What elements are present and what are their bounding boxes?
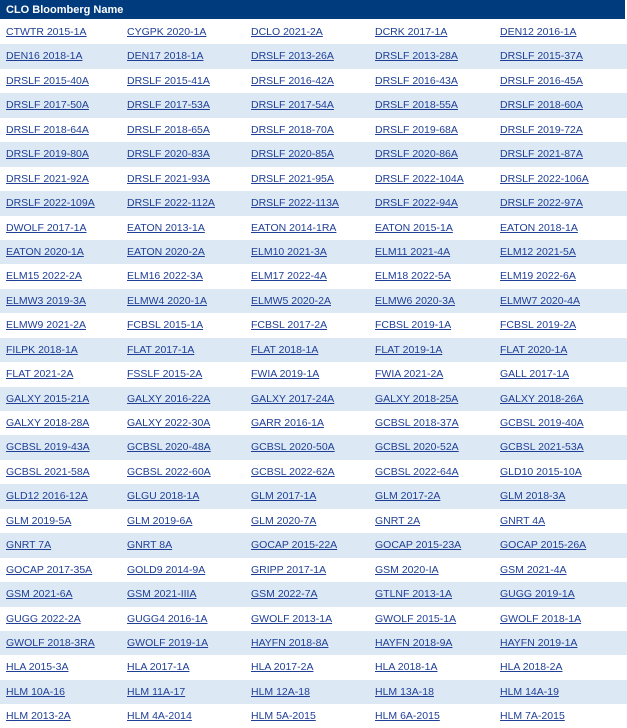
clo-name-link[interactable]: GRIPP 2017-1A	[251, 563, 327, 576]
clo-name-link[interactable]: HLA 2018-2A	[500, 661, 563, 674]
clo-name-link[interactable]: HLA 2017-1A	[127, 661, 190, 674]
clo-name-link[interactable]: ELMW4 2020-1A	[127, 294, 207, 307]
clo-name-link[interactable]: GCBSL 2021-53A	[500, 441, 584, 454]
clo-name-link[interactable]: FCBSL 2019-2A	[500, 319, 577, 332]
clo-name-link[interactable]: DRSLF 2022-106A	[500, 172, 589, 185]
clo-name-link[interactable]: DRSLF 2020-86A	[375, 148, 458, 161]
clo-name-link[interactable]: GALXY 2017-24A	[251, 392, 335, 405]
clo-name-link[interactable]: DRSLF 2022-113A	[251, 197, 339, 210]
table-row	[0, 20, 627, 44]
clo-name-link[interactable]: HLA 2015-3A	[6, 661, 69, 674]
clo-name-link[interactable]: HLM 6A-2015	[375, 710, 440, 723]
clo-name-link[interactable]: DRSLF 2015-40A	[6, 74, 89, 87]
clo-name-link[interactable]: EATON 2020-2A	[127, 245, 205, 258]
clo-name-link[interactable]: GOCAP 2017-35A	[6, 563, 93, 576]
clo-name-link[interactable]: GSM 2022-7A	[251, 588, 318, 601]
table-row	[0, 362, 627, 386]
clo-name-link[interactable]: FILPK 2018-1A	[6, 343, 78, 356]
clo-name-link[interactable]: HLM 5A-2015	[251, 710, 316, 723]
clo-name-link[interactable]: GWOLF 2019-1A	[127, 636, 209, 649]
clo-name-link[interactable]: GCBSL 2021-58A	[6, 465, 90, 478]
table-row	[0, 435, 627, 459]
table-row	[0, 216, 627, 240]
clo-name-link[interactable]: GOCAP 2015-23A	[375, 539, 462, 552]
clo-name-link[interactable]: ELM18 2022-5A	[375, 270, 451, 283]
clo-name-link[interactable]: DRSLF 2016-45A	[500, 74, 583, 87]
clo-name-link[interactable]: GOCAP 2015-22A	[251, 539, 338, 552]
clo-name-link[interactable]: DCRK 2017-1A	[375, 26, 448, 38]
clo-name-link[interactable]: DRSLF 2017-54A	[251, 99, 334, 112]
clo-name-link[interactable]: GLM 2017-1A	[251, 490, 317, 503]
clo-name-link[interactable]: GALXY 2015-21A	[6, 392, 90, 405]
clo-names-table	[0, 20, 627, 728]
table-row	[0, 704, 627, 728]
clo-name-link[interactable]: DRSLF 2018-65A	[127, 123, 210, 136]
clo-name-link[interactable]: GNRT 7A	[6, 539, 52, 552]
clo-name-link[interactable]: GLM 2018-3A	[500, 490, 566, 503]
table-row	[0, 240, 627, 264]
clo-name-link[interactable]: GCBSL 2018-37A	[375, 417, 459, 429]
table-row	[0, 44, 627, 68]
table-row	[0, 118, 627, 142]
table-row	[0, 460, 627, 484]
clo-name-link[interactable]: GSM 2021-IIIA	[127, 588, 197, 601]
clo-name-link[interactable]: DRSLF 2019-80A	[6, 148, 89, 161]
table-row	[0, 167, 627, 191]
clo-name-link[interactable]: EATON 2013-1A	[127, 221, 205, 234]
clo-name-link[interactable]: ELM11 2021-4A	[375, 245, 451, 258]
table-row	[0, 631, 627, 655]
clo-name-link[interactable]: GSM 2021-4A	[500, 563, 567, 576]
clo-name-link[interactable]: GLM 2019-5A	[6, 514, 72, 527]
clo-name-link[interactable]: FCBSL 2015-1A	[127, 319, 204, 332]
table-header: CLO Bloomberg Name	[0, 0, 625, 20]
clo-name-link[interactable]: GALXY 2018-25A	[375, 392, 459, 405]
clo-name-link[interactable]: DRSLF 2017-50A	[6, 99, 89, 112]
clo-name-link[interactable]: GCBSL 2020-52A	[375, 441, 459, 454]
clo-name-link[interactable]: GLM 2017-2A	[375, 490, 441, 503]
clo-name-link[interactable]: ELMW7 2020-4A	[500, 294, 580, 307]
clo-name-link[interactable]: FWIA 2019-1A	[251, 368, 320, 381]
clo-name-link[interactable]: GCBSL 2019-40A	[500, 417, 584, 429]
table-row	[0, 484, 627, 508]
table-row	[0, 387, 627, 411]
clo-name-link[interactable]: GNRT 4A	[500, 514, 546, 527]
clo-name-link[interactable]: GLD12 2016-12A	[6, 490, 88, 503]
clo-name-link[interactable]: DRSLF 2018-55A	[375, 99, 458, 112]
clo-name-link[interactable]: GLD10 2015-10A	[500, 465, 582, 478]
clo-name-link[interactable]: ELM16 2022-3A	[127, 270, 203, 283]
table-row	[0, 533, 627, 557]
clo-name-link[interactable]: DRSLF 2017-53A	[127, 99, 210, 112]
clo-name-link[interactable]: ELMW6 2020-3A	[375, 294, 455, 307]
clo-name-link[interactable]: DRSLF 2016-42A	[251, 74, 334, 87]
clo-name-link[interactable]: ELM19 2022-6A	[500, 270, 576, 283]
clo-name-link[interactable]: GWOLF 2015-1A	[375, 612, 457, 625]
clo-name-link[interactable]: DRSLF 2022-112A	[127, 197, 215, 210]
clo-name-link[interactable]: GWOLF 2018-3RA	[6, 636, 95, 649]
clo-name-link[interactable]: ELM15 2022-2A	[6, 270, 82, 283]
clo-name-link[interactable]: DRSLF 2016-43A	[375, 74, 458, 87]
clo-name-link[interactable]: GCBSL 2022-60A	[127, 465, 211, 478]
clo-name-link[interactable]: DRSLF 2019-72A	[500, 123, 583, 136]
clo-name-link[interactable]: DRSLF 2018-60A	[500, 99, 583, 112]
clo-name-link[interactable]: ELMW5 2020-2A	[251, 294, 331, 307]
clo-name-link[interactable]: GALXY 2022-30A	[127, 417, 211, 429]
clo-name-link[interactable]: CTWTR 2015-1A	[6, 26, 87, 38]
clo-name-link[interactable]: GOLD9 2014-9A	[127, 563, 206, 576]
clo-name-link[interactable]: GCBSL 2022-64A	[375, 465, 459, 478]
clo-name-link[interactable]: FSSLF 2015-2A	[127, 368, 203, 381]
table-row	[0, 509, 627, 533]
table-row	[0, 607, 627, 631]
clo-name-link[interactable]: GWOLF 2013-1A	[251, 612, 333, 625]
clo-name-link[interactable]: DRSLF 2021-87A	[500, 148, 583, 161]
table-row	[0, 338, 627, 362]
clo-name-link[interactable]: DRSLF 2021-92A	[6, 172, 89, 185]
clo-name-link[interactable]: DRSLF 2013-28A	[375, 50, 458, 63]
clo-name-link[interactable]: GARR 2016-1A	[251, 417, 324, 429]
clo-name-link[interactable]: HAYFN 2018-8A	[251, 636, 329, 649]
clo-name-link[interactable]: HLM 12A-18	[251, 685, 310, 698]
clo-name-link[interactable]: GNRT 8A	[127, 539, 173, 552]
table-row	[0, 93, 627, 117]
clo-name-link[interactable]: HLM 2013-2A	[6, 710, 71, 723]
table-row	[0, 191, 627, 215]
clo-name-link[interactable]: DRSLF 2020-83A	[127, 148, 210, 161]
clo-name-link[interactable]: DRSLF 2020-85A	[251, 148, 334, 161]
clo-name-link[interactable]: DEN12 2016-1A	[500, 26, 577, 38]
clo-name-link[interactable]: HAYFN 2018-9A	[375, 636, 453, 649]
clo-name-link[interactable]: GALL 2017-1A	[500, 368, 570, 381]
clo-name-link[interactable]: DRSLF 2022-104A	[375, 172, 464, 185]
clo-name-link[interactable]: GCBSL 2019-43A	[6, 441, 90, 454]
clo-name-link[interactable]: HLM 7A-2015	[500, 710, 565, 723]
clo-name-link[interactable]: HLM 11A-17	[127, 685, 186, 698]
clo-name-link[interactable]: GNRT 2A	[375, 514, 421, 527]
clo-name-link[interactable]: EATON 2015-1A	[375, 221, 453, 234]
clo-name-link[interactable]: GUGG4 2016-1A	[127, 612, 208, 625]
clo-name-link[interactable]: DRSLF 2015-37A	[500, 50, 583, 63]
clo-name-link[interactable]: DRSLF 2022-109A	[6, 197, 95, 210]
clo-name-link[interactable]: GSM 2020-IA	[375, 563, 439, 576]
clo-name-link[interactable]: GCBSL 2020-48A	[127, 441, 211, 454]
clo-name-link[interactable]: EATON 2018-1A	[500, 221, 578, 234]
clo-name-link[interactable]: EATON 2014-1RA	[251, 221, 337, 234]
clo-name-link[interactable]: DWOLF 2017-1A	[6, 221, 87, 234]
clo-name-link[interactable]: GLGU 2018-1A	[127, 490, 200, 503]
clo-name-link[interactable]: GSM 2021-6A	[6, 588, 73, 601]
clo-name-link[interactable]: ELM17 2022-4A	[251, 270, 327, 283]
clo-name-link[interactable]: GOCAP 2015-26A	[500, 539, 587, 552]
clo-name-link[interactable]: GLM 2020-7A	[251, 514, 317, 527]
table-row	[0, 289, 627, 313]
table-row	[0, 142, 627, 166]
clo-name-link[interactable]: DEN16 2018-1A	[6, 50, 83, 63]
clo-name-link[interactable]: GWOLF 2018-1A	[500, 612, 582, 625]
clo-name-link[interactable]: GCBSL 2020-50A	[251, 441, 335, 454]
clo-name-link[interactable]: DRSLF 2018-64A	[6, 123, 89, 136]
clo-name-link[interactable]: DRSLF 2018-70A	[251, 123, 334, 136]
clo-name-link[interactable]: DRSLF 2019-68A	[375, 123, 458, 136]
clo-name-link[interactable]: GUGG 2022-2A	[6, 612, 81, 625]
clo-name-link[interactable]: FLAT 2021-2A	[6, 368, 74, 381]
clo-name-link[interactable]: GLM 2019-6A	[127, 514, 193, 527]
clo-name-link[interactable]: GCBSL 2022-62A	[251, 465, 335, 478]
clo-name-link[interactable]: GTLNF 2013-1A	[375, 588, 453, 601]
clo-name-link[interactable]: HLA 2018-1A	[375, 661, 438, 674]
clo-name-link[interactable]: HLM 10A-16	[6, 685, 65, 698]
clo-name-link[interactable]: GALXY 2018-28A	[6, 417, 90, 429]
clo-name-link[interactable]: DRSLF 2021-95A	[251, 172, 334, 185]
clo-name-link[interactable]: FLAT 2017-1A	[127, 343, 195, 356]
table-row	[0, 655, 627, 679]
clo-name-link[interactable]: FCBSL 2019-1A	[375, 319, 452, 332]
clo-name-link[interactable]: FLAT 2019-1A	[375, 343, 443, 356]
clo-name-link[interactable]: DRSLF 2022-97A	[500, 197, 583, 210]
table-row	[0, 264, 627, 288]
clo-name-link[interactable]: GALXY 2018-26A	[500, 392, 584, 405]
clo-name-link[interactable]: HLM 13A-18	[375, 685, 434, 698]
clo-name-link[interactable]: ELMW3 2019-3A	[6, 294, 86, 307]
clo-name-link[interactable]: HLM 4A-2014	[127, 710, 192, 723]
clo-name-link[interactable]: DRSLF 2013-26A	[251, 50, 334, 63]
table-row	[0, 411, 627, 435]
clo-name-link[interactable]: GALXY 2016-22A	[127, 392, 211, 405]
clo-name-link[interactable]: DRSLF 2015-41A	[127, 74, 210, 87]
table-row	[0, 313, 627, 337]
table-row	[0, 680, 627, 704]
clo-name-link[interactable]: ELM12 2021-5A	[500, 245, 576, 258]
clo-name-link[interactable]: DRSLF 2021-93A	[127, 172, 210, 185]
clo-name-link[interactable]: HAYFN 2019-1A	[500, 636, 578, 649]
clo-name-link[interactable]: ELMW9 2021-2A	[6, 319, 86, 332]
table-row	[0, 69, 627, 93]
clo-name-link[interactable]: DEN17 2018-1A	[127, 50, 204, 63]
clo-name-link[interactable]: GUGG 2019-1A	[500, 588, 575, 601]
clo-name-link[interactable]: FWIA 2021-2A	[375, 368, 444, 381]
clo-name-link[interactable]: ELM10 2021-3A	[251, 245, 327, 258]
clo-name-link[interactable]: FLAT 2018-1A	[251, 343, 319, 356]
clo-name-link[interactable]: DRSLF 2022-94A	[375, 197, 458, 210]
clo-name-link[interactable]: HLA 2017-2A	[251, 661, 314, 674]
clo-name-link[interactable]: DCLO 2021-2A	[251, 26, 323, 38]
clo-name-link[interactable]: FLAT 2020-1A	[500, 343, 568, 356]
clo-name-link[interactable]: EATON 2020-1A	[6, 245, 84, 258]
clo-name-link[interactable]: HLM 14A-19	[500, 685, 559, 698]
clo-name-link[interactable]: CYGPK 2020-1A	[127, 26, 207, 38]
table-row	[0, 582, 627, 606]
clo-name-link[interactable]: FCBSL 2017-2A	[251, 319, 328, 332]
table-row	[0, 558, 627, 582]
